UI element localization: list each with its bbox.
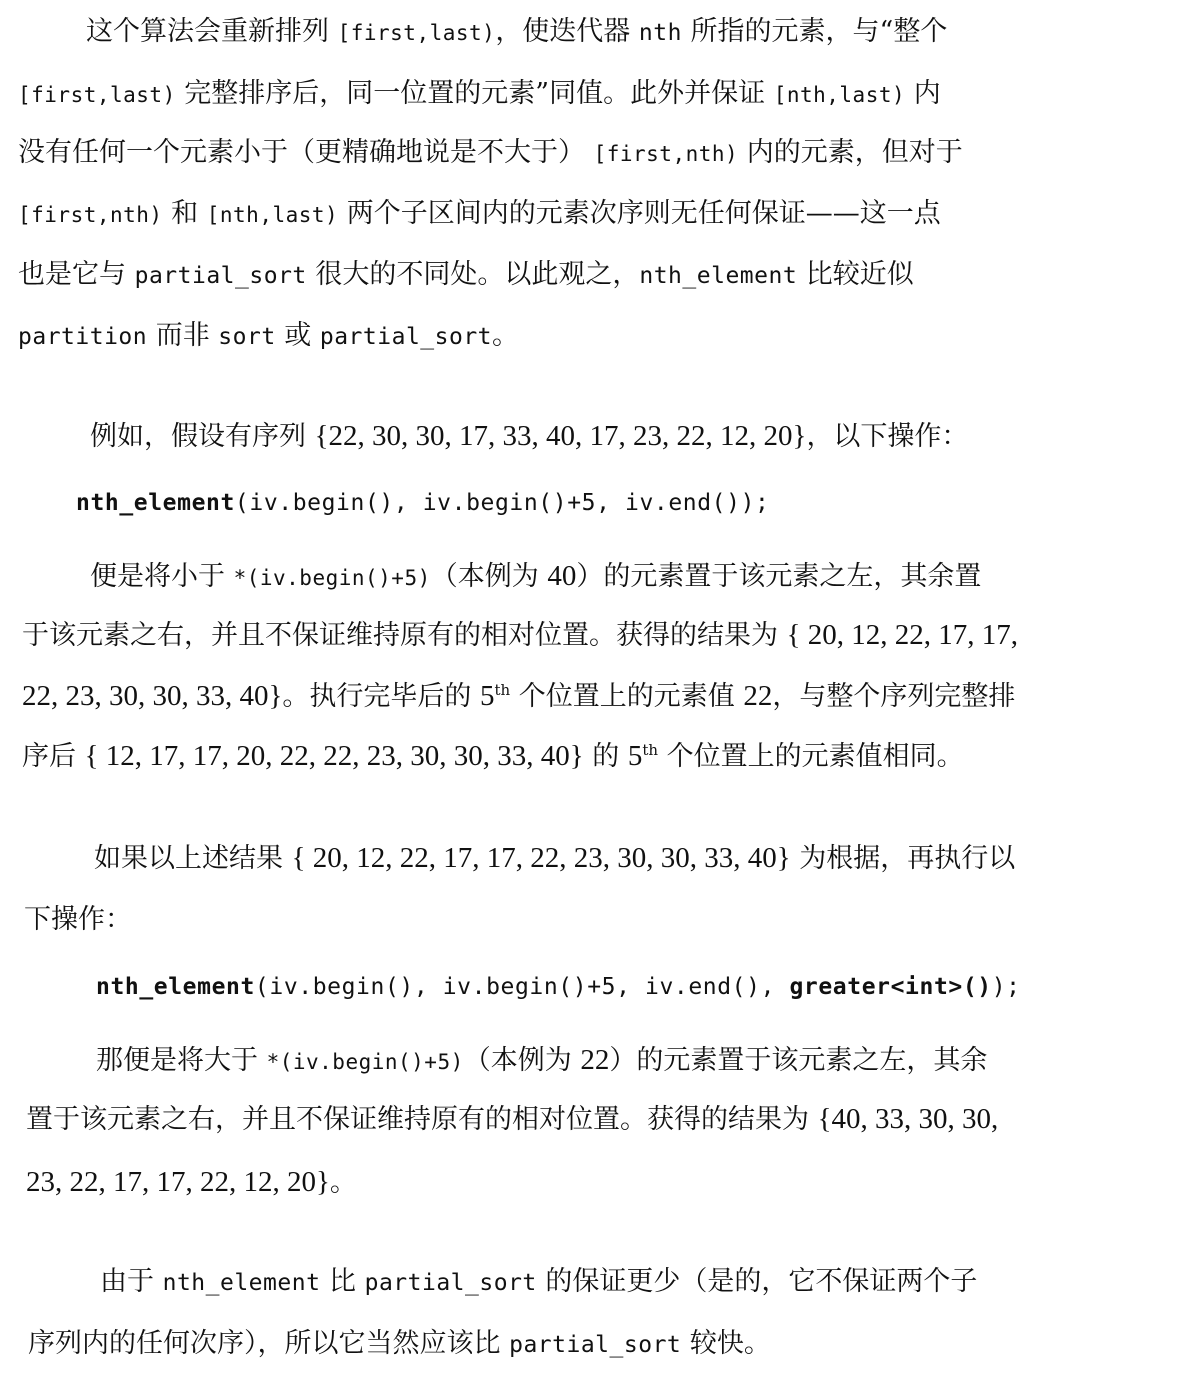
- text: 内: [905, 78, 941, 109]
- code-nth: nth: [638, 20, 682, 46]
- text: 比: [320, 1266, 365, 1297]
- text: 例如，假设有序列: [90, 421, 315, 452]
- text: 内的元素，但对于: [738, 137, 963, 168]
- text: ）的元素置于该元素之左，其余: [609, 1045, 988, 1076]
- p6-line2: [28, 1324, 771, 1364]
- p3-line4: [22, 736, 964, 776]
- text: 。: [492, 320, 520, 351]
- text: 或: [275, 320, 320, 351]
- text: 很大的不同处。以此观之，: [306, 259, 640, 290]
- code-sort: sort: [218, 324, 276, 350]
- code-line-1: [76, 482, 769, 522]
- text: 所指的元素，与“整个: [681, 16, 948, 47]
- text: 。: [329, 1167, 357, 1198]
- text: （本例为: [430, 561, 548, 592]
- text: 序列内的任何次序），所以它当然应该比: [28, 1328, 510, 1359]
- p6-line1: [100, 1262, 977, 1302]
- ordinal-suffix: th: [642, 741, 659, 759]
- sequence: { 20, 12, 22, 17, 17,: [786, 619, 1019, 651]
- p5-line1: [96, 1040, 987, 1080]
- p3-line1: [90, 556, 981, 596]
- text: 。执行完毕后的: [282, 681, 481, 712]
- code-args: (iv.begin(), iv.begin()+5, iv.end(),: [254, 974, 790, 1000]
- code-fn-name: nth_element: [76, 490, 235, 516]
- code-comparator: greater<int>(): [789, 974, 992, 1000]
- sequence: { 12, 17, 17, 20, 22, 22, 23, 30, 30, 33, 40}: [84, 740, 584, 772]
- code-deref: *(iv.begin()+5): [233, 566, 431, 590]
- text: 较快。: [681, 1328, 771, 1359]
- sequence: {40, 33, 30, 30,: [817, 1103, 999, 1135]
- code-range-first-last: [first,last): [337, 21, 496, 45]
- text: 的: [583, 741, 628, 772]
- code-partial-sort: partial_sort: [134, 263, 307, 289]
- text: 没有任何一个元素小于（更精确地说是不大于）: [18, 137, 594, 168]
- p3-line2: [22, 615, 1018, 655]
- text: （本例为: [463, 1045, 581, 1076]
- text: 完整排序后，同一位置的元素”同值。此外并保证: [175, 78, 774, 109]
- code-range-nth-last: [nth,last): [773, 83, 906, 107]
- ordinal-suffix: th: [494, 681, 511, 699]
- value: 40: [547, 560, 577, 592]
- text: 那便是将大于: [96, 1045, 267, 1076]
- text: ，以下操作：: [806, 421, 969, 452]
- text: 于该元素之右，并且不保证维持原有的相对位置。获得的结果为: [22, 620, 787, 651]
- text: 而非: [147, 320, 219, 351]
- text: 个位置上的元素值相同。: [658, 741, 964, 772]
- text: 置于该元素之右，并且不保证维持原有的相对位置。获得的结果为: [26, 1104, 818, 1135]
- code-range-first-nth: [first,nth): [593, 142, 739, 166]
- p5-line2: [26, 1099, 998, 1139]
- text: 由于: [100, 1266, 163, 1297]
- text: 便是将小于: [90, 561, 234, 592]
- text: 个位置上的元素值: [510, 681, 744, 712]
- text: ，与整个序列完整排: [772, 681, 1016, 712]
- text: 和: [162, 198, 207, 229]
- p1-line6: [18, 316, 519, 356]
- p1-line2: [18, 74, 941, 114]
- text: 序后: [22, 741, 85, 772]
- value: 22: [743, 680, 773, 712]
- text: ）的元素置于该元素之左，其余置: [576, 561, 982, 592]
- text: 也是它与: [18, 259, 135, 290]
- text: 这个算法会重新排列: [86, 16, 338, 47]
- sequence: 22, 23, 30, 30, 33, 40}: [22, 680, 283, 712]
- code-partition: partition: [18, 324, 148, 350]
- p1-line1: [86, 12, 947, 52]
- text: 的保证更少（是的，它不保证两个子: [536, 1266, 978, 1297]
- sequence: { 20, 12, 22, 17, 17, 22, 23, 30, 30, 33, 40}: [291, 842, 791, 874]
- ordinal: 5: [480, 680, 495, 712]
- code-nth-element: nth_element: [162, 1270, 321, 1296]
- p1-line4: [18, 194, 941, 234]
- p1-line5: [18, 255, 914, 295]
- code-fn-name: nth_element: [96, 974, 255, 1000]
- text: 如果以上述结果: [94, 843, 292, 874]
- code-range-first-last: [first,last): [18, 83, 176, 107]
- value: 22: [580, 1044, 610, 1076]
- p1-line3: [18, 133, 963, 173]
- code-range-first-nth: [first,nth): [18, 203, 163, 227]
- text: 下操作：: [24, 904, 132, 935]
- code-partial-sort: partial_sort: [319, 324, 493, 350]
- sequence: 23, 22, 17, 17, 22, 12, 20}: [26, 1166, 330, 1198]
- p5-line3: [26, 1162, 357, 1202]
- ordinal: 5: [627, 740, 643, 772]
- code-partial-sort: partial_sort: [364, 1270, 537, 1296]
- sequence: {22, 30, 30, 17, 33, 40, 17, 23, 22, 12, 20}: [314, 420, 807, 452]
- p3-line3: [22, 676, 1015, 716]
- code-deref: *(iv.begin()+5): [266, 1050, 464, 1074]
- text: 比较近似: [797, 259, 914, 290]
- code-nth-element: nth_element: [639, 263, 798, 289]
- text: 为根据，再执行以: [790, 843, 1016, 874]
- text: ，使迭代器: [495, 16, 639, 47]
- code-line-2: [96, 966, 1021, 1006]
- p4-line1: [94, 838, 1015, 878]
- code-end: );: [991, 974, 1021, 1000]
- p4-line2: [24, 900, 132, 940]
- text: 两个子区间内的元素次序则无任何保证——这一点: [338, 198, 941, 229]
- code-args: (iv.begin(), iv.begin()+5, iv.end());: [234, 490, 770, 516]
- code-range-nth-last: [nth,last): [206, 203, 339, 227]
- code-partial-sort: partial_sort: [509, 1332, 682, 1358]
- p2-line1: [90, 416, 968, 456]
